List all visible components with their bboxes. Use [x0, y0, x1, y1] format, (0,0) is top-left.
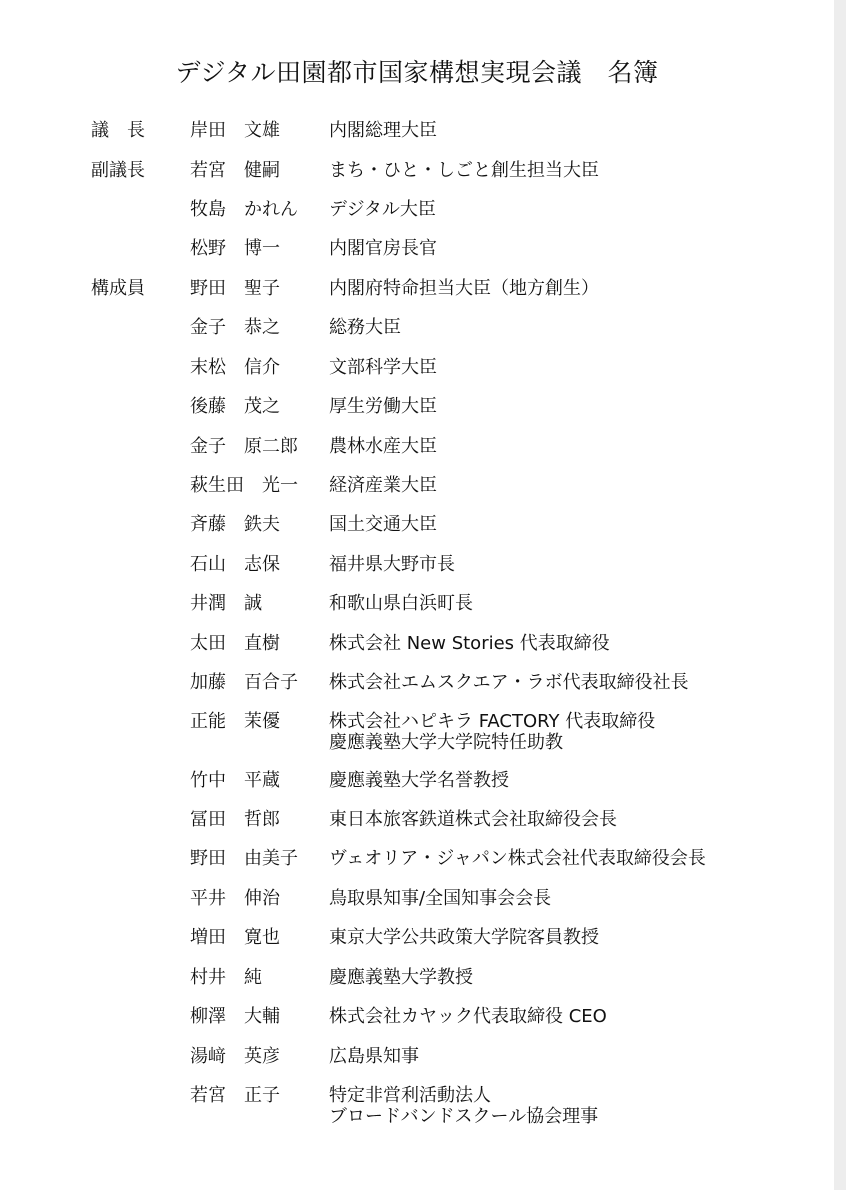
member-position: 内閣官房長官 — [329, 238, 437, 259]
member-name: 野田 由美子 — [190, 848, 298, 869]
member-position: 文部科学大臣 — [329, 357, 437, 378]
member-position: 鳥取県知事/全国知事会会長 — [329, 888, 552, 909]
member-position: まち・ひと・しごと創生担当大臣 — [329, 160, 599, 181]
member-position: 株式会社エムスクエア・ラボ代表取締役社長 — [329, 672, 689, 693]
member-position: 福井県大野市長 — [329, 554, 455, 575]
member-position: 株式会社 New Stories 代表取締役 — [329, 633, 610, 654]
member-name: 村井 純 — [190, 967, 262, 988]
member-name: 斉藤 鉄夫 — [190, 514, 280, 535]
member-name: 金子 恭之 — [190, 317, 280, 338]
member-name: 牧島 かれん — [190, 199, 298, 220]
member-name: 岸田 文雄 — [190, 120, 280, 141]
member-name: 冨田 哲郎 — [190, 809, 280, 830]
member-role: 構成員 — [91, 278, 145, 299]
member-name: 末松 信介 — [190, 357, 280, 378]
member-name: 竹中 平蔵 — [190, 770, 280, 791]
member-position: 株式会社ハピキラ FACTORY 代表取締役 — [329, 711, 656, 732]
member-position: 東京大学公共政策大学院客員教授 — [329, 927, 599, 948]
member-position: 広島県知事 — [329, 1046, 419, 1067]
member-name: 井潤 誠 — [190, 593, 262, 614]
member-position: 株式会社カヤック代表取締役 CEO — [329, 1006, 607, 1027]
member-name: 加藤 百合子 — [190, 672, 298, 693]
member-name: 柳澤 大輔 — [190, 1006, 280, 1027]
member-position: ブロードバンドスクール協会理事 — [329, 1106, 599, 1127]
member-name: 若宮 健嗣 — [190, 160, 280, 181]
member-position: 慶應義塾大学大学院特任助教 — [329, 732, 563, 753]
member-position: 東日本旅客鉄道株式会社取締役会長 — [329, 809, 617, 830]
member-name: 太田 直樹 — [190, 633, 280, 654]
member-name: 松野 博一 — [190, 238, 280, 259]
member-name: 萩生田 光一 — [190, 475, 298, 496]
member-name: 増田 寛也 — [190, 927, 280, 948]
page-title: デジタル田園都市国家構想実現会議 名簿 — [175, 58, 659, 87]
member-name: 湯﨑 英彦 — [190, 1046, 280, 1067]
member-role: 副議長 — [91, 160, 145, 181]
member-position: 農林水産大臣 — [329, 436, 437, 457]
member-position: 内閣総理大臣 — [329, 120, 437, 141]
member-role: 議 長 — [91, 120, 145, 141]
member-position: 特定非営利活動法人 — [329, 1085, 491, 1106]
member-position: 慶應義塾大学教授 — [329, 967, 473, 988]
member-name: 平井 伸治 — [190, 888, 280, 909]
member-position: 総務大臣 — [329, 317, 401, 338]
member-name: 金子 原二郎 — [190, 436, 298, 457]
member-name: 石山 志保 — [190, 554, 280, 575]
member-position: 国土交通大臣 — [329, 514, 437, 535]
member-name: 正能 茉優 — [190, 711, 280, 732]
member-position: 和歌山県白浜町長 — [329, 593, 473, 614]
member-position: ヴェオリア・ジャパン株式会社代表取締役会長 — [329, 848, 706, 869]
member-name: 野田 聖子 — [190, 278, 280, 299]
member-position: 経済産業大臣 — [329, 475, 437, 496]
member-position: デジタル大臣 — [329, 199, 436, 220]
member-position: 厚生労働大臣 — [329, 396, 437, 417]
member-name: 若宮 正子 — [190, 1085, 280, 1106]
member-position: 慶應義塾大学名誉教授 — [329, 770, 509, 791]
member-position: 内閣府特命担当大臣（地方創生） — [329, 278, 599, 299]
member-name: 後藤 茂之 — [190, 396, 280, 417]
